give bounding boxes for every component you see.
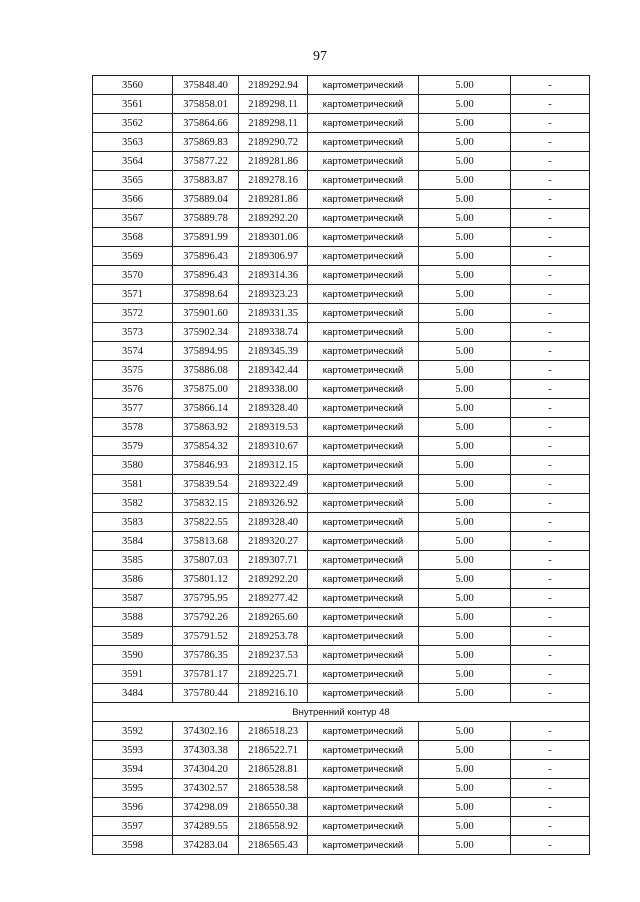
point-number-cell: 3596 bbox=[93, 798, 173, 817]
description-cell: - bbox=[511, 380, 590, 399]
description-cell: - bbox=[511, 285, 590, 304]
method-cell: картометрический bbox=[308, 399, 419, 418]
description-cell: - bbox=[511, 152, 590, 171]
y-coordinate-cell: 2189265.60 bbox=[239, 608, 308, 627]
table-row bbox=[93, 209, 590, 228]
accuracy-cell: 5.00 bbox=[419, 437, 511, 456]
x-coordinate-cell: 375889.78 bbox=[173, 209, 239, 228]
method-cell: картометрический bbox=[308, 722, 419, 741]
table-row bbox=[93, 779, 590, 798]
y-coordinate-cell: 2189338.74 bbox=[239, 323, 308, 342]
description-cell: - bbox=[511, 114, 590, 133]
x-coordinate-cell: 375858.01 bbox=[173, 95, 239, 114]
accuracy-cell: 5.00 bbox=[419, 551, 511, 570]
y-coordinate-cell: 2189323.23 bbox=[239, 285, 308, 304]
table-section-header bbox=[93, 703, 590, 722]
y-coordinate-cell: 2186558.92 bbox=[239, 817, 308, 836]
method-cell: картометрический bbox=[308, 608, 419, 627]
point-number-cell: 3568 bbox=[93, 228, 173, 247]
accuracy-cell: 5.00 bbox=[419, 190, 511, 209]
x-coordinate-cell: 375894.95 bbox=[173, 342, 239, 361]
y-coordinate-cell: 2189298.11 bbox=[239, 95, 308, 114]
accuracy-cell: 5.00 bbox=[419, 684, 511, 703]
y-coordinate-cell: 2189310.67 bbox=[239, 437, 308, 456]
y-coordinate-cell: 2189314.36 bbox=[239, 266, 308, 285]
method-cell: картометрический bbox=[308, 551, 419, 570]
point-number-cell: 3576 bbox=[93, 380, 173, 399]
table-row bbox=[93, 76, 590, 95]
method-cell: картометрический bbox=[308, 684, 419, 703]
accuracy-cell: 5.00 bbox=[419, 114, 511, 133]
table-row bbox=[93, 684, 590, 703]
description-cell: - bbox=[511, 627, 590, 646]
description-cell: - bbox=[511, 171, 590, 190]
point-number-cell: 3577 bbox=[93, 399, 173, 418]
description-cell: - bbox=[511, 76, 590, 95]
table-row bbox=[93, 836, 590, 855]
table-row bbox=[93, 798, 590, 817]
table-row bbox=[93, 627, 590, 646]
description-cell: - bbox=[511, 532, 590, 551]
method-cell: картометрический bbox=[308, 760, 419, 779]
accuracy-cell: 5.00 bbox=[419, 475, 511, 494]
accuracy-cell: 5.00 bbox=[419, 418, 511, 437]
point-number-cell: 3595 bbox=[93, 779, 173, 798]
table-row bbox=[93, 418, 590, 437]
table-row bbox=[93, 285, 590, 304]
accuracy-cell: 5.00 bbox=[419, 779, 511, 798]
x-coordinate-cell: 375875.00 bbox=[173, 380, 239, 399]
accuracy-cell: 5.00 bbox=[419, 76, 511, 95]
point-number-cell: 3565 bbox=[93, 171, 173, 190]
y-coordinate-cell: 2189290.72 bbox=[239, 133, 308, 152]
x-coordinate-cell: 375877.22 bbox=[173, 152, 239, 171]
table-row bbox=[93, 152, 590, 171]
description-cell: - bbox=[511, 342, 590, 361]
table-row bbox=[93, 608, 590, 627]
x-coordinate-cell: 374283.04 bbox=[173, 836, 239, 855]
description-cell: - bbox=[511, 475, 590, 494]
table-row bbox=[93, 399, 590, 418]
y-coordinate-cell: 2189216.10 bbox=[239, 684, 308, 703]
y-coordinate-cell: 2189322.49 bbox=[239, 475, 308, 494]
x-coordinate-cell: 375866.14 bbox=[173, 399, 239, 418]
x-coordinate-cell: 375822.55 bbox=[173, 513, 239, 532]
accuracy-cell: 5.00 bbox=[419, 456, 511, 475]
method-cell: картометрический bbox=[308, 817, 419, 836]
table-row bbox=[93, 266, 590, 285]
y-coordinate-cell: 2189281.86 bbox=[239, 190, 308, 209]
x-coordinate-cell: 374298.09 bbox=[173, 798, 239, 817]
description-cell: - bbox=[511, 513, 590, 532]
accuracy-cell: 5.00 bbox=[419, 95, 511, 114]
page-number: 97 bbox=[313, 49, 327, 64]
point-number-cell: 3575 bbox=[93, 361, 173, 380]
x-coordinate-cell: 375854.32 bbox=[173, 437, 239, 456]
point-number-cell: 3567 bbox=[93, 209, 173, 228]
table-row bbox=[93, 323, 590, 342]
table-row bbox=[93, 342, 590, 361]
x-coordinate-cell: 375781.17 bbox=[173, 665, 239, 684]
method-cell: картометрический bbox=[308, 342, 419, 361]
x-coordinate-cell: 375896.43 bbox=[173, 247, 239, 266]
x-coordinate-cell: 375786.35 bbox=[173, 646, 239, 665]
point-number-cell: 3588 bbox=[93, 608, 173, 627]
y-coordinate-cell: 2186528.81 bbox=[239, 760, 308, 779]
table-row bbox=[93, 304, 590, 323]
method-cell: картометрический bbox=[308, 133, 419, 152]
accuracy-cell: 5.00 bbox=[419, 798, 511, 817]
point-number-cell: 3569 bbox=[93, 247, 173, 266]
y-coordinate-cell: 2189331.35 bbox=[239, 304, 308, 323]
accuracy-cell: 5.00 bbox=[419, 399, 511, 418]
point-number-cell: 3590 bbox=[93, 646, 173, 665]
table-row bbox=[93, 646, 590, 665]
point-number-cell: 3582 bbox=[93, 494, 173, 513]
point-number-cell: 3579 bbox=[93, 437, 173, 456]
accuracy-cell: 5.00 bbox=[419, 361, 511, 380]
method-cell: картометрический bbox=[308, 646, 419, 665]
method-cell: картометрический bbox=[308, 513, 419, 532]
x-coordinate-cell: 374289.55 bbox=[173, 817, 239, 836]
point-number-cell: 3592 bbox=[93, 722, 173, 741]
table-row bbox=[93, 665, 590, 684]
description-cell: - bbox=[511, 209, 590, 228]
x-coordinate-cell: 375891.99 bbox=[173, 228, 239, 247]
section-row bbox=[93, 703, 590, 722]
method-cell: картометрический bbox=[308, 228, 419, 247]
description-cell: - bbox=[511, 798, 590, 817]
description-cell: - bbox=[511, 247, 590, 266]
x-coordinate-cell: 375886.08 bbox=[173, 361, 239, 380]
point-number-cell: 3560 bbox=[93, 76, 173, 95]
method-cell: картометрический bbox=[308, 665, 419, 684]
x-coordinate-cell: 375795.95 bbox=[173, 589, 239, 608]
accuracy-cell: 5.00 bbox=[419, 760, 511, 779]
accuracy-cell: 5.00 bbox=[419, 665, 511, 684]
table-row bbox=[93, 570, 590, 589]
x-coordinate-cell: 375792.26 bbox=[173, 608, 239, 627]
point-number-cell: 3580 bbox=[93, 456, 173, 475]
y-coordinate-cell: 2189328.40 bbox=[239, 513, 308, 532]
description-cell: - bbox=[511, 722, 590, 741]
table-row bbox=[93, 817, 590, 836]
x-coordinate-cell: 375901.60 bbox=[173, 304, 239, 323]
description-cell: - bbox=[511, 361, 590, 380]
description-cell: - bbox=[511, 95, 590, 114]
table-row bbox=[93, 171, 590, 190]
table-row bbox=[93, 741, 590, 760]
method-cell: картометрический bbox=[308, 152, 419, 171]
point-number-cell: 3593 bbox=[93, 741, 173, 760]
table-row bbox=[93, 228, 590, 247]
method-cell: картометрический bbox=[308, 570, 419, 589]
method-cell: картометрический bbox=[308, 380, 419, 399]
accuracy-cell: 5.00 bbox=[419, 608, 511, 627]
accuracy-cell: 5.00 bbox=[419, 323, 511, 342]
accuracy-cell: 5.00 bbox=[419, 570, 511, 589]
x-coordinate-cell: 374303.38 bbox=[173, 741, 239, 760]
x-coordinate-cell: 375889.04 bbox=[173, 190, 239, 209]
accuracy-cell: 5.00 bbox=[419, 722, 511, 741]
accuracy-cell: 5.00 bbox=[419, 646, 511, 665]
y-coordinate-cell: 2189306.97 bbox=[239, 247, 308, 266]
description-cell: - bbox=[511, 437, 590, 456]
accuracy-cell: 5.00 bbox=[419, 228, 511, 247]
x-coordinate-cell: 374304.20 bbox=[173, 760, 239, 779]
y-coordinate-cell: 2189319.53 bbox=[239, 418, 308, 437]
table-row bbox=[93, 361, 590, 380]
x-coordinate-cell: 375846.93 bbox=[173, 456, 239, 475]
method-cell: картометрический bbox=[308, 798, 419, 817]
point-number-cell: 3562 bbox=[93, 114, 173, 133]
x-coordinate-cell: 375807.03 bbox=[173, 551, 239, 570]
method-cell: картометрический bbox=[308, 190, 419, 209]
method-cell: картометрический bbox=[308, 247, 419, 266]
y-coordinate-cell: 2186550.38 bbox=[239, 798, 308, 817]
point-number-cell: 3484 bbox=[93, 684, 173, 703]
accuracy-cell: 5.00 bbox=[419, 836, 511, 855]
description-cell: - bbox=[511, 836, 590, 855]
table-row bbox=[93, 475, 590, 494]
method-cell: картометрический bbox=[308, 456, 419, 475]
method-cell: картометрический bbox=[308, 323, 419, 342]
point-number-cell: 3574 bbox=[93, 342, 173, 361]
y-coordinate-cell: 2189253.78 bbox=[239, 627, 308, 646]
method-cell: картометрический bbox=[308, 76, 419, 95]
point-number-cell: 3591 bbox=[93, 665, 173, 684]
point-number-cell: 3584 bbox=[93, 532, 173, 551]
table-row bbox=[93, 114, 590, 133]
method-cell: картометрический bbox=[308, 418, 419, 437]
method-cell: картометрический bbox=[308, 836, 419, 855]
accuracy-cell: 5.00 bbox=[419, 342, 511, 361]
description-cell: - bbox=[511, 570, 590, 589]
point-number-cell: 3586 bbox=[93, 570, 173, 589]
method-cell: картометрический bbox=[308, 209, 419, 228]
table-row bbox=[93, 513, 590, 532]
x-coordinate-cell: 375791.52 bbox=[173, 627, 239, 646]
table-row bbox=[93, 722, 590, 741]
y-coordinate-cell: 2189237.53 bbox=[239, 646, 308, 665]
table-row bbox=[93, 190, 590, 209]
method-cell: картометрический bbox=[308, 627, 419, 646]
description-cell: - bbox=[511, 494, 590, 513]
y-coordinate-cell: 2189338.00 bbox=[239, 380, 308, 399]
description-cell: - bbox=[511, 190, 590, 209]
y-coordinate-cell: 2189298.11 bbox=[239, 114, 308, 133]
table-row bbox=[93, 760, 590, 779]
y-coordinate-cell: 2189342.44 bbox=[239, 361, 308, 380]
point-number-cell: 3573 bbox=[93, 323, 173, 342]
description-cell: - bbox=[511, 817, 590, 836]
point-number-cell: 3598 bbox=[93, 836, 173, 855]
description-cell: - bbox=[511, 760, 590, 779]
table-row bbox=[93, 494, 590, 513]
method-cell: картометрический bbox=[308, 114, 419, 133]
description-cell: - bbox=[511, 589, 590, 608]
table-row bbox=[93, 589, 590, 608]
y-coordinate-cell: 2189277.42 bbox=[239, 589, 308, 608]
y-coordinate-cell: 2189278.16 bbox=[239, 171, 308, 190]
point-number-cell: 3581 bbox=[93, 475, 173, 494]
accuracy-cell: 5.00 bbox=[419, 266, 511, 285]
accuracy-cell: 5.00 bbox=[419, 209, 511, 228]
point-number-cell: 3583 bbox=[93, 513, 173, 532]
table-row bbox=[93, 380, 590, 399]
y-coordinate-cell: 2189301.06 bbox=[239, 228, 308, 247]
description-cell: - bbox=[511, 741, 590, 760]
point-number-cell: 3597 bbox=[93, 817, 173, 836]
point-number-cell: 3561 bbox=[93, 95, 173, 114]
description-cell: - bbox=[511, 323, 590, 342]
y-coordinate-cell: 2189292.20 bbox=[239, 570, 308, 589]
x-coordinate-cell: 375902.34 bbox=[173, 323, 239, 342]
description-cell: - bbox=[511, 551, 590, 570]
x-coordinate-cell: 375864.66 bbox=[173, 114, 239, 133]
point-number-cell: 3563 bbox=[93, 133, 173, 152]
description-cell: - bbox=[511, 399, 590, 418]
x-coordinate-cell: 375863.92 bbox=[173, 418, 239, 437]
accuracy-cell: 5.00 bbox=[419, 817, 511, 836]
table-body-main bbox=[93, 76, 590, 703]
method-cell: картометрический bbox=[308, 304, 419, 323]
method-cell: картометрический bbox=[308, 361, 419, 380]
point-number-cell: 3587 bbox=[93, 589, 173, 608]
point-number-cell: 3585 bbox=[93, 551, 173, 570]
description-cell: - bbox=[511, 779, 590, 798]
accuracy-cell: 5.00 bbox=[419, 494, 511, 513]
x-coordinate-cell: 375801.12 bbox=[173, 570, 239, 589]
y-coordinate-cell: 2189320.27 bbox=[239, 532, 308, 551]
y-coordinate-cell: 2189312.15 bbox=[239, 456, 308, 475]
x-coordinate-cell: 375832.15 bbox=[173, 494, 239, 513]
y-coordinate-cell: 2189292.20 bbox=[239, 209, 308, 228]
method-cell: картометрический bbox=[308, 475, 419, 494]
method-cell: картометрический bbox=[308, 532, 419, 551]
section-title: Внутренний контур 48 bbox=[93, 703, 590, 722]
y-coordinate-cell: 2189281.86 bbox=[239, 152, 308, 171]
description-cell: - bbox=[511, 418, 590, 437]
method-cell: картометрический bbox=[308, 171, 419, 190]
accuracy-cell: 5.00 bbox=[419, 304, 511, 323]
x-coordinate-cell: 375896.43 bbox=[173, 266, 239, 285]
accuracy-cell: 5.00 bbox=[419, 380, 511, 399]
y-coordinate-cell: 2189225.71 bbox=[239, 665, 308, 684]
point-number-cell: 3564 bbox=[93, 152, 173, 171]
table-row bbox=[93, 133, 590, 152]
table-row bbox=[93, 95, 590, 114]
point-number-cell: 3589 bbox=[93, 627, 173, 646]
table-row bbox=[93, 247, 590, 266]
y-coordinate-cell: 2189345.39 bbox=[239, 342, 308, 361]
description-cell: - bbox=[511, 304, 590, 323]
point-number-cell: 3571 bbox=[93, 285, 173, 304]
y-coordinate-cell: 2189326.92 bbox=[239, 494, 308, 513]
description-cell: - bbox=[511, 646, 590, 665]
table-row bbox=[93, 437, 590, 456]
method-cell: картометрический bbox=[308, 779, 419, 798]
x-coordinate-cell: 375813.68 bbox=[173, 532, 239, 551]
description-cell: - bbox=[511, 665, 590, 684]
x-coordinate-cell: 374302.16 bbox=[173, 722, 239, 741]
y-coordinate-cell: 2189292.94 bbox=[239, 76, 308, 95]
description-cell: - bbox=[511, 608, 590, 627]
point-number-cell: 3570 bbox=[93, 266, 173, 285]
y-coordinate-cell: 2189328.40 bbox=[239, 399, 308, 418]
accuracy-cell: 5.00 bbox=[419, 152, 511, 171]
method-cell: картометрический bbox=[308, 589, 419, 608]
description-cell: - bbox=[511, 228, 590, 247]
method-cell: картометрический bbox=[308, 494, 419, 513]
accuracy-cell: 5.00 bbox=[419, 513, 511, 532]
table-row bbox=[93, 532, 590, 551]
accuracy-cell: 5.00 bbox=[419, 741, 511, 760]
x-coordinate-cell: 375780.44 bbox=[173, 684, 239, 703]
method-cell: картометрический bbox=[308, 741, 419, 760]
accuracy-cell: 5.00 bbox=[419, 589, 511, 608]
y-coordinate-cell: 2186518.23 bbox=[239, 722, 308, 741]
table-row bbox=[93, 551, 590, 570]
accuracy-cell: 5.00 bbox=[419, 133, 511, 152]
method-cell: картометрический bbox=[308, 95, 419, 114]
point-number-cell: 3578 bbox=[93, 418, 173, 437]
x-coordinate-cell: 375883.87 bbox=[173, 171, 239, 190]
point-number-cell: 3566 bbox=[93, 190, 173, 209]
x-coordinate-cell: 374302.57 bbox=[173, 779, 239, 798]
description-cell: - bbox=[511, 684, 590, 703]
table-body-contour bbox=[93, 722, 590, 855]
description-cell: - bbox=[511, 456, 590, 475]
table-row bbox=[93, 456, 590, 475]
accuracy-cell: 5.00 bbox=[419, 171, 511, 190]
method-cell: картометрический bbox=[308, 266, 419, 285]
method-cell: картометрический bbox=[308, 437, 419, 456]
method-cell: картометрический bbox=[308, 285, 419, 304]
description-cell: - bbox=[511, 266, 590, 285]
x-coordinate-cell: 375848.40 bbox=[173, 76, 239, 95]
accuracy-cell: 5.00 bbox=[419, 285, 511, 304]
x-coordinate-cell: 375839.54 bbox=[173, 475, 239, 494]
x-coordinate-cell: 375869.83 bbox=[173, 133, 239, 152]
y-coordinate-cell: 2189307.71 bbox=[239, 551, 308, 570]
y-coordinate-cell: 2186538.58 bbox=[239, 779, 308, 798]
point-number-cell: 3572 bbox=[93, 304, 173, 323]
accuracy-cell: 5.00 bbox=[419, 532, 511, 551]
accuracy-cell: 5.00 bbox=[419, 627, 511, 646]
accuracy-cell: 5.00 bbox=[419, 247, 511, 266]
y-coordinate-cell: 2186522.71 bbox=[239, 741, 308, 760]
coordinates-table bbox=[92, 75, 590, 855]
x-coordinate-cell: 375898.64 bbox=[173, 285, 239, 304]
y-coordinate-cell: 2186565.43 bbox=[239, 836, 308, 855]
point-number-cell: 3594 bbox=[93, 760, 173, 779]
description-cell: - bbox=[511, 133, 590, 152]
